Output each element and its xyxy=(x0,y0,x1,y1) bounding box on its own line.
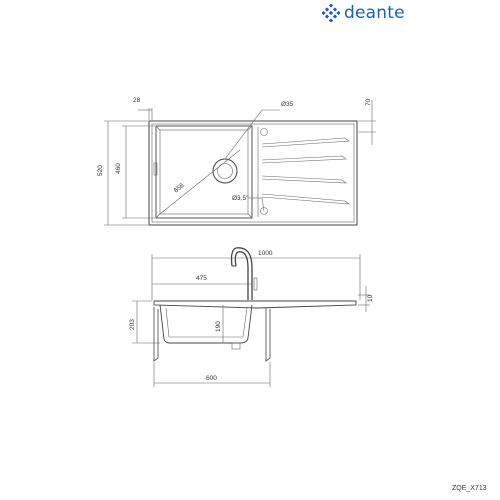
dim-left-offset: 28 xyxy=(133,97,141,104)
drainboard-rib-3 xyxy=(262,176,346,183)
cabinet-wall-right xyxy=(266,308,270,361)
dim-tap-hole: Ø3,5" xyxy=(232,195,249,202)
dim-cabinet-width: 600 xyxy=(206,375,217,382)
dim-bowl-depth: 460 xyxy=(115,163,122,174)
sink-top-rim xyxy=(154,301,356,308)
tap-hole-top xyxy=(261,129,268,136)
cabinet-wall-left xyxy=(154,307,158,361)
drainboard-rib-1 xyxy=(262,138,349,147)
drainboard-rib-2 xyxy=(262,156,346,163)
dim-overall-height: 203 xyxy=(129,319,136,330)
side-view xyxy=(132,248,370,387)
dim-overall-width: 1000 xyxy=(258,250,273,257)
dim-bowl-diagonal: 656 xyxy=(172,182,186,195)
overflow-slot xyxy=(154,163,157,175)
drain-outlet xyxy=(232,343,240,349)
drain-inner xyxy=(218,164,233,179)
dim-drain-diameter: Ø35 xyxy=(281,101,294,108)
faucet-spout xyxy=(235,252,248,268)
dim-top-offset: 70 xyxy=(365,98,372,106)
drain xyxy=(213,159,237,183)
bowl-outline xyxy=(156,126,252,218)
brand-name: deante xyxy=(344,3,405,23)
dim-overall-depth: 520 xyxy=(97,165,104,176)
dim-bowl-height: 190 xyxy=(215,321,222,332)
drainboard-rib-4 xyxy=(262,194,349,204)
model-code: ZQE_X713 xyxy=(452,485,487,492)
dim-bowl-width: 475 xyxy=(196,275,207,282)
sink-outline xyxy=(149,121,357,225)
faucet-handle xyxy=(254,278,257,290)
diagonal-dimension-line xyxy=(160,150,240,214)
sink-rim xyxy=(152,124,354,222)
top-view xyxy=(104,100,376,225)
dim-rim-height: 10 xyxy=(367,294,374,302)
